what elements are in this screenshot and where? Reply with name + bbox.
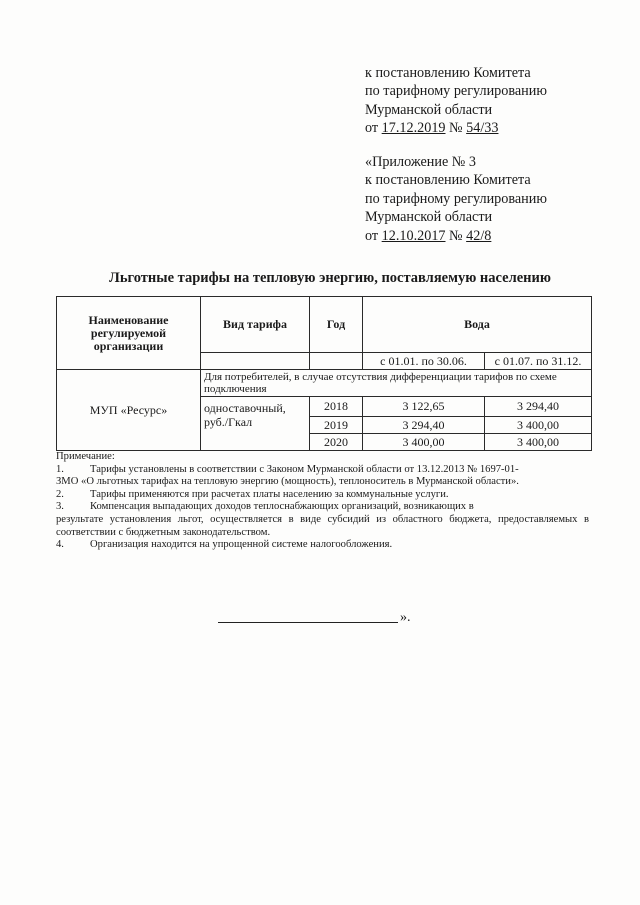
year-cell: 2019 (310, 417, 363, 434)
value-cell: 3 400,00 (363, 434, 485, 451)
notes-title: Примечание: (56, 451, 115, 462)
consumers-note: Для потребителей, в случае отсутствия дифференциации тарифов по схеме подключения (201, 370, 592, 397)
resolution-header (365, 64, 615, 138)
notes-section (56, 451, 589, 552)
value-cell: 3 294,40 (485, 397, 592, 417)
appendix-line-2: к постановлению Комитета (365, 172, 531, 189)
note-text: Тарифы применяются при расчетах платы населению за коммунальные услуги. (90, 488, 449, 500)
appendix-header (365, 153, 615, 245)
note-number: 2. (56, 488, 64, 500)
table-note-row (57, 370, 592, 397)
number-prefix: № (445, 120, 467, 137)
tariffs-table (56, 296, 592, 451)
org-name: МУП «Ресурс» (57, 370, 201, 451)
empty-cell (310, 353, 363, 370)
note-number: 3. (56, 501, 64, 513)
header-year: Год (310, 297, 363, 353)
date-prefix: от (365, 120, 382, 137)
period-2: с 01.07. по 31.12. (485, 353, 592, 370)
appendix-number: 42/8 (466, 227, 492, 244)
header-water: Вода (363, 297, 592, 353)
note-number: 4. (56, 539, 64, 551)
note-number: 1. (56, 463, 64, 475)
header-tariff-type: Вид тарифа (201, 297, 310, 353)
appendix-date: 12.10.2017 (381, 227, 446, 244)
note-text: Компенсация выпадающих доходов теплоснабжающих организаций, возникающих в (90, 501, 474, 513)
appendix-date-line (365, 227, 615, 245)
date-prefix: от (365, 227, 382, 244)
header-line-1: к постановлению Комитета (365, 65, 531, 81)
header-date: 17.12.2019 (381, 120, 446, 137)
note-item-4 (56, 539, 589, 552)
note-text-continued: ЗМО «О льготных тарифах на тепловую энергию (мощность), теплоноситель в Мурманской области». (56, 476, 519, 488)
header-line-2: по тарифному регулированию (365, 83, 547, 100)
tariff-kind: одноставочный, руб./Гкал (201, 397, 310, 451)
year-cell: 2018 (310, 397, 363, 417)
document-title: Льготные тарифы на тепловую энергию, поставляемую населению (109, 270, 551, 286)
note-item-2 (56, 489, 589, 502)
value-cell: 3 400,00 (485, 417, 592, 434)
note-text: Тарифы установлены в соответствии с Законом Мурманской области от 13.12.2013 № 1697-01- (90, 463, 519, 475)
period-1: с 01.01. по 30.06. (363, 353, 485, 370)
closing-quote: ». (400, 610, 411, 625)
note-item-1 (56, 464, 589, 477)
appendix-line-4: Мурманской области (365, 209, 493, 226)
number-prefix: № (445, 227, 467, 244)
table-header-row (57, 297, 592, 353)
header-org: Наименование регулируемой организации (57, 297, 201, 370)
header-number: 54/33 (466, 120, 499, 137)
year-cell: 2020 (310, 434, 363, 451)
header-date-line (365, 119, 615, 137)
closing-line (218, 618, 398, 623)
note-text-continued: результате установления льгот, осуществляется в виде субсидий из областного бюджета, предоставляемых в соответствии с бюджетным законодательством. (56, 513, 589, 538)
value-cell: 3 122,65 (363, 397, 485, 417)
value-cell: 3 400,00 (485, 434, 592, 451)
header-line-3: Мурманской области (365, 101, 493, 118)
appendix-line-3: по тарифному регулированию (365, 190, 547, 207)
appendix-line-1: «Приложение № 3 (365, 154, 476, 170)
empty-cell (201, 353, 310, 370)
note-text: Организация находится на упрощенной системе налогообложения. (90, 539, 393, 551)
value-cell: 3 294,40 (363, 417, 485, 434)
note-item-3 (56, 501, 589, 514)
